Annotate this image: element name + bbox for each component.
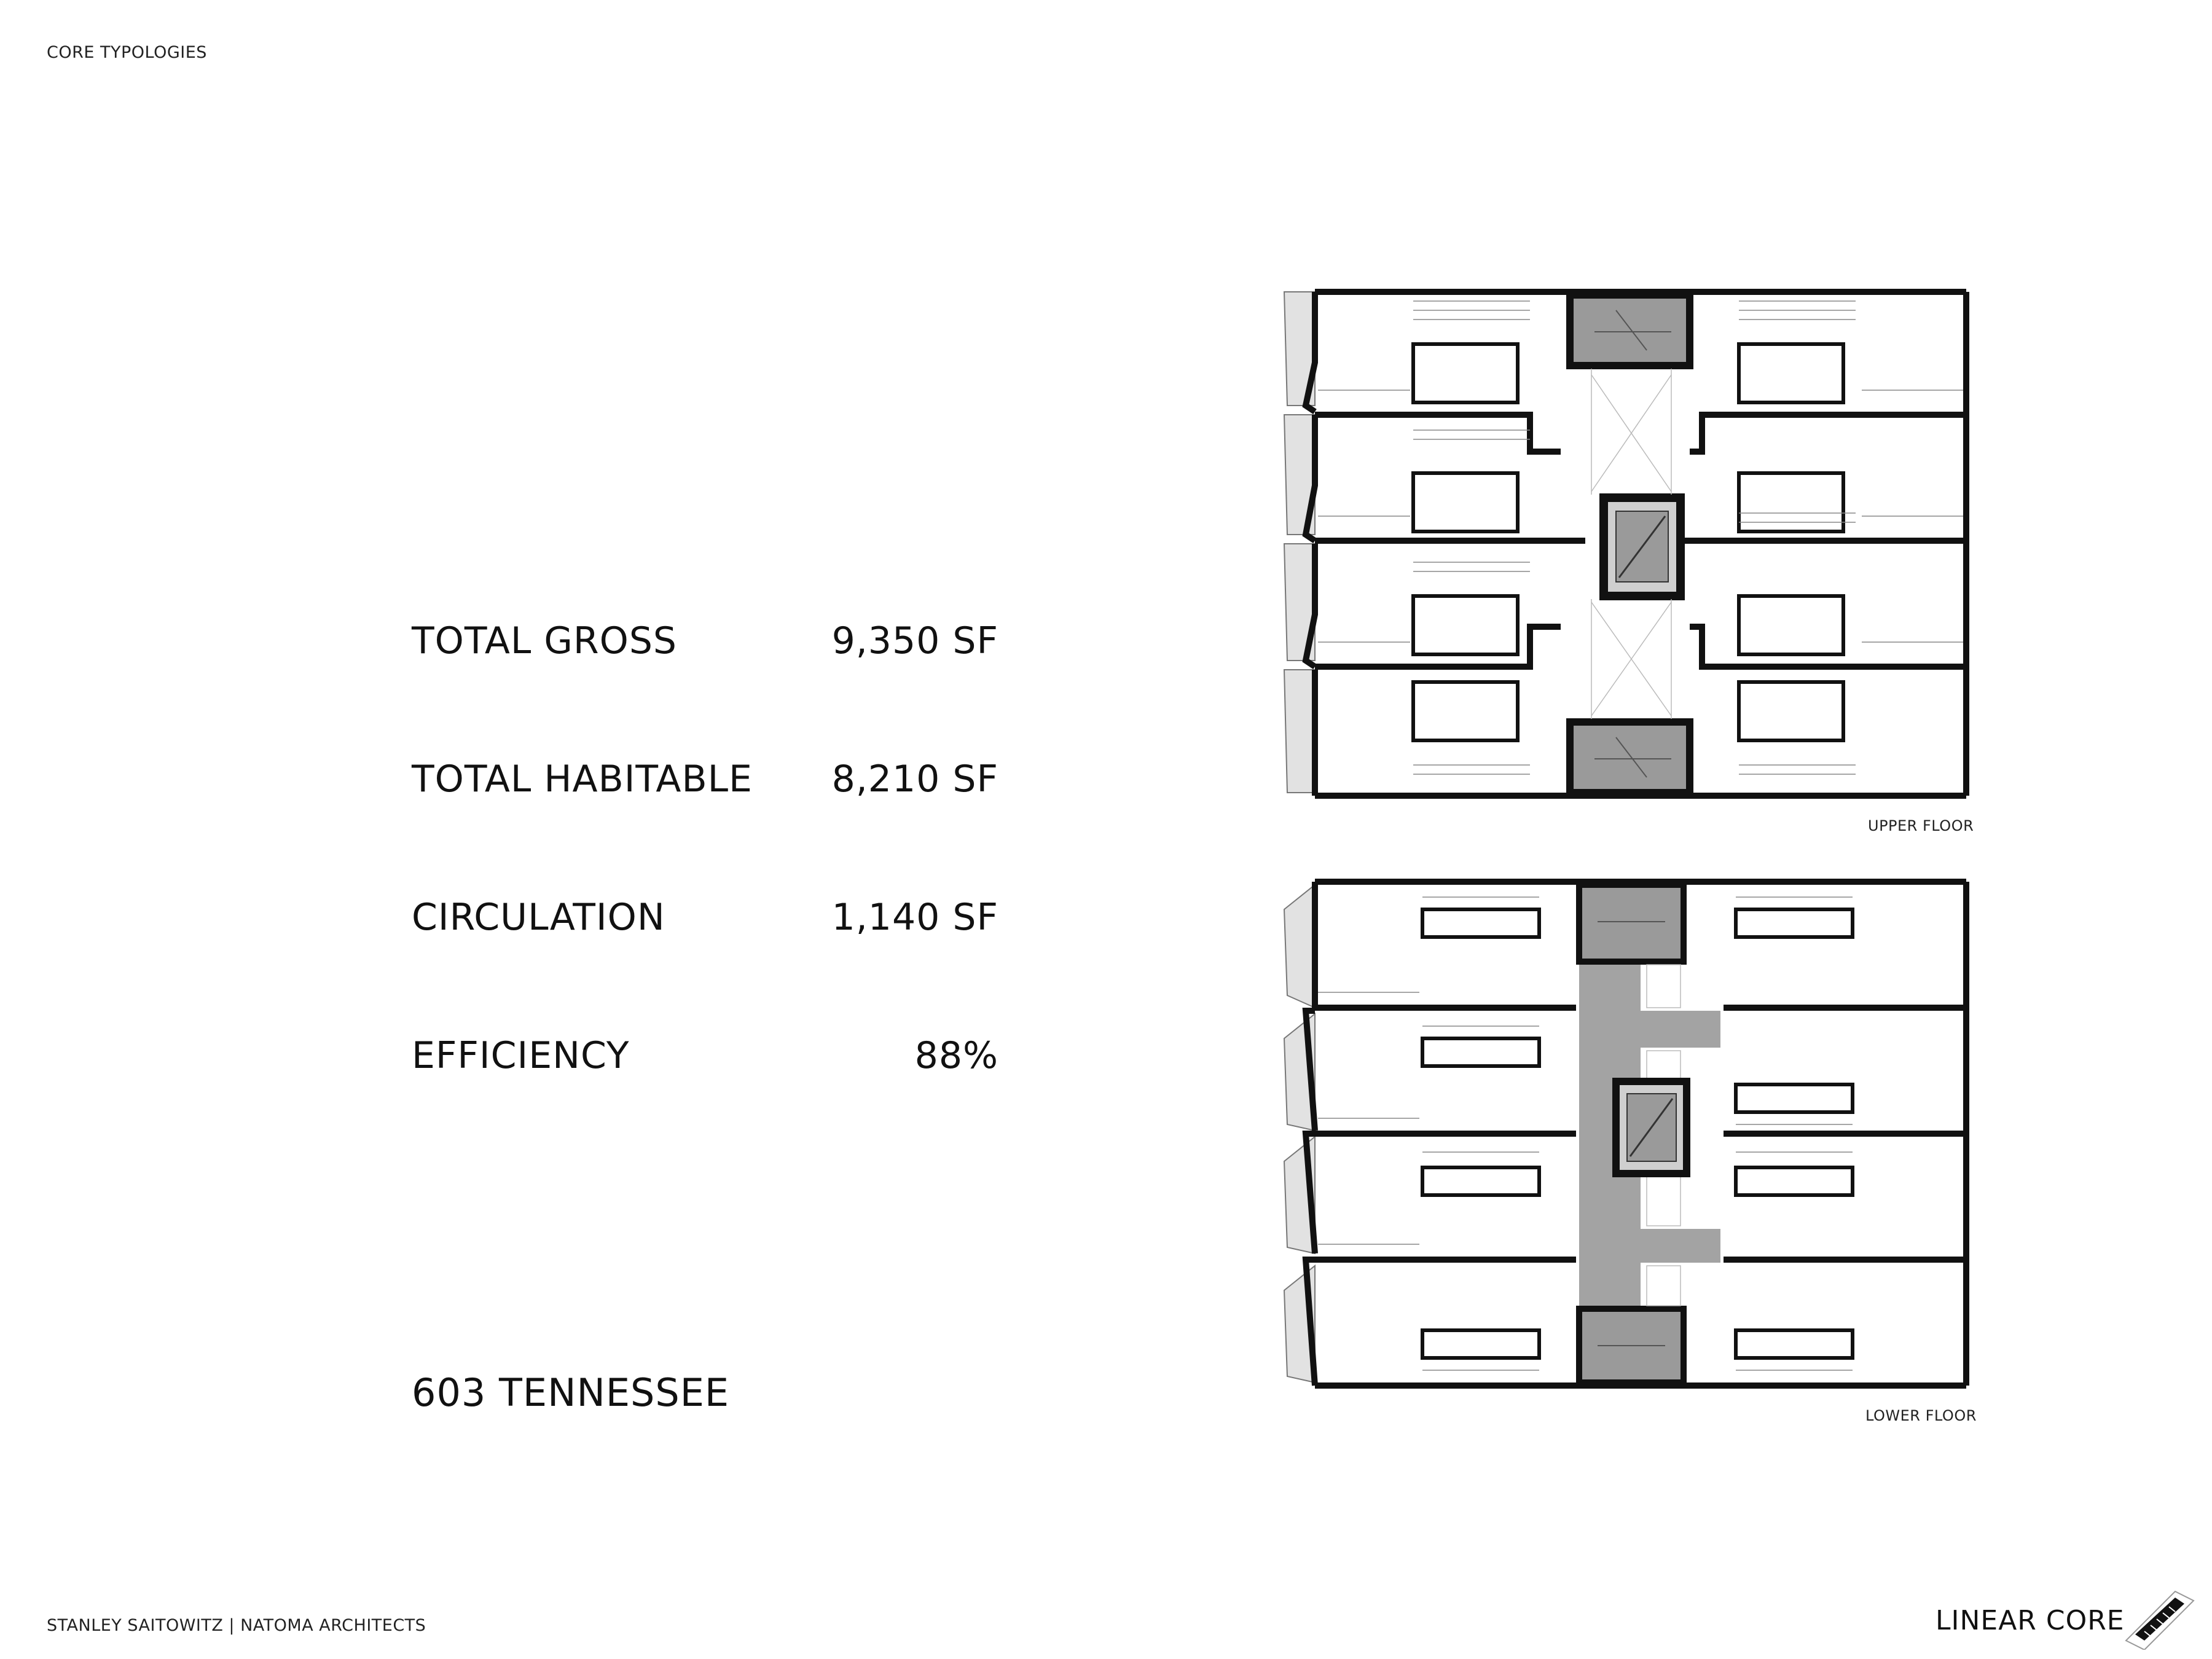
upper-floor-caption: UPPER FLOOR <box>1868 817 1974 834</box>
stat-value-circulation: 1,140 SF <box>831 896 998 939</box>
stat-value-efficiency: 88% <box>914 1034 998 1077</box>
core-type-title: LINEAR CORE <box>1936 1605 2125 1636</box>
project-title: 603 TENNESSEE <box>412 1370 730 1415</box>
lower-floor-caption: LOWER FLOOR <box>1865 1407 1977 1424</box>
stat-label-circulation: CIRCULATION <box>412 896 665 939</box>
stat-label-total-gross: TOTAL GROSS <box>412 619 677 662</box>
stat-label-efficiency: EFFICIENCY <box>412 1034 630 1077</box>
section-label: CORE TYPOLOGIES <box>47 43 207 62</box>
upper-floor-plan <box>1272 283 1979 811</box>
stat-value-total-gross: 9,350 SF <box>831 619 998 662</box>
linear-core-icon <box>2123 1582 2197 1650</box>
credits: STANLEY SAITOWITZ | NATOMA ARCHITECTS <box>47 1616 426 1635</box>
stat-value-total-habitable: 8,210 SF <box>831 758 998 801</box>
stat-label-total-habitable: TOTAL HABITABLE <box>412 758 753 801</box>
lower-floor-plan <box>1272 873 1979 1401</box>
